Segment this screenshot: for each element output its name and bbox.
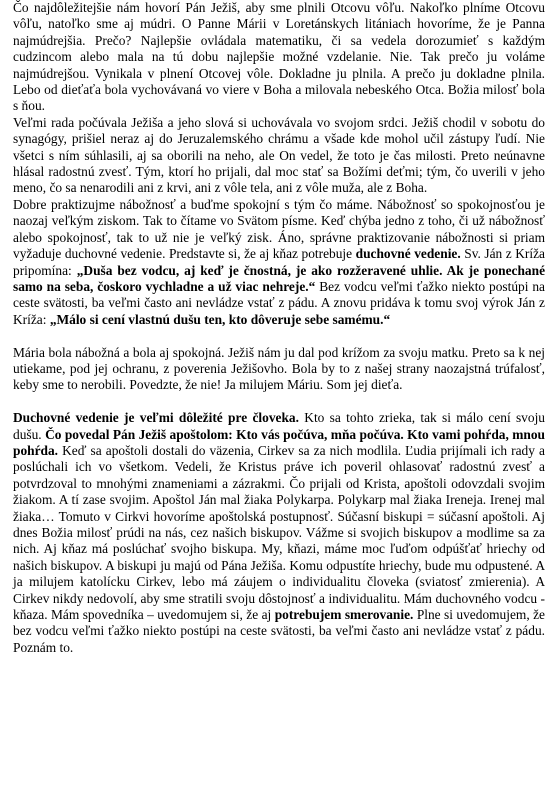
bold-run: Duchovné vedenie je veľmi dôležité pre človeka. [13, 410, 299, 426]
paragraph-piety-guidance [13, 197, 545, 328]
text-run: Sv. Ján z Kríža pripomína: [13, 246, 545, 278]
text-run: Bez vodcu veľmi ťažko niekto postúpi na ceste svätosti, ba veľmi často ani nevládze vstať z pádu. A znovu pridáva k tomu svoj výrok Ján z Kríža: [13, 278, 545, 327]
paragraph-mary-mother: Mária bola nábožná a bola aj spokojná. Ježiš nám ju dal pod krížom za svoju matku. Preto sa k nej utiekame, pod jej ochranu, z poverenia Ježišovho. Bola by to z našej strany naozajstná trúfalosť, keby sme to nerobili. Povedzte, že nie! Ja milujem Máriu. Som jej dieťa. [13, 344, 545, 393]
text-run: Kto sa tohto zrieka, tak si málo cení svoju dušu. [13, 410, 545, 442]
text-run: Dobre praktizujme nábožnosť a buďme spokojní s tým čo máme. Nábožnosť so spokojnosťou je naozaj veľkým ziskom. Tak to čítame vo Svätom písme. Keď chýba jedno z toho, či už nábožnosť alebo spokojnosť, tak to už nie je veľký zisk. Áno, správne praktizovanie nábožnosti si priam vyžaduje duchovné vedenie. Predstavte si, že aj kňaz potrebuje [13, 196, 545, 262]
bold-quote: „Málo si cení vlastnú dušu ten, kto dôveruje sebe samému.“ [49, 311, 391, 327]
paragraph-spiritual-direction [13, 410, 545, 656]
bold-quote: „Duša bez vodcu, aj keď je čnostná, je ako rozžeravené uhlie. Ak je ponechané samo na seba, čoskoro vychladne a už viac nehreje.“ [13, 262, 546, 294]
document-page [13, 0, 545, 656]
text-run: Plne si uvedomujem, že bez vodcu veľmi ťažko niekto postúpi na ceste svätosti, ba veľmi často ani nevládze vstať z pádu. Poznám to. [13, 607, 545, 655]
paragraph-spacer [13, 394, 545, 410]
bold-run: potrebujem smerovanie. [274, 607, 414, 622]
paragraph-spacer [13, 328, 545, 344]
text-run: Keď sa apoštoli dostali do väzenia, Cirkev sa za nich modlila. Ľudia prijímali ich rady a poslúchali ich vo všetkom. Vedeli, že Kristus práve ich poveril ohlasovať radostnú zvesť a potvrdzoval to mnohými znameniami a zázrakmi. Čo prijali od Krista, apoštoli odovzdali svojim žiakom. A tí zase svojim. Apoštol Ján mal žiaka Polykarpa. Polykarp mal žiaka Ireneja. Irenej mal žiaka… Tomuto v Cirkvi hovoríme apoštolská postupnosť. Súčasní biskupi = súčasní apoštoli. Aj dnes Božia milosť prúdi na nás, cez našich biskupov. Vážme si svojich biskupov a modlime sa za nich. Aj kňaz má poslúchať svojho biskupa. My, kňazi, máme moc ľuďom odpúšťať hriechy od našich biskupov. A biskupi ju majú od Pána Ježiša. Komu odpustíte hriechy, bude mu odpustené. A ja milujem katolícku Cirkev, lebo má záujem o individualitu človeka (sviatosť zmierenia). A Cirkev nikdy nedovolí, aby sme stratili svoju dôstojnosť a individualitu. Mám duchovného vodcu - kňaza. Mám spovedníka – uvedomujem si, že aj [13, 442, 545, 622]
bold-run: duchovné vedenie. [355, 246, 461, 262]
paragraph-jesus-teaching: Veľmi rada počúvala Ježiša a jeho slová si uchovávala vo svojom srdci. Ježiš chodil v sobotu do synagógy, prišiel neraz aj do Jeruzalemského chrámu a všade kde mohol učil zástupy ľudí. Nie všetci s ním súhlasili, aj sa oborili na neho, ale On vedel, že toto je čas milosti. Preto neúnavne hlásal radostnú zvesť. Tým, ktorí ho prijali, dal moc stať sa Božími deťmi; tým, čo uverili v jeho meno, čo sa nenarodili ani z krvi, ani z vôle tela, ani z vôle muža, ale z Boha. [13, 114, 545, 196]
bold-quote: Čo povedal Pán Ježiš apoštolom: Kto vás počúva, mňa počúva. Kto vami pohŕda, mnou pohŕda. [13, 426, 546, 458]
paragraph-mary-wisdom: Čo najdôležitejšie nám hovorí Pán Ježiš, aby sme plnili Otcovu vôľu. Nakoľko plníme Otcovu vôľu, natoľko sme aj múdri. O Panne Márii v Loretánskych litániach hovoríme, že je Panna najmúdrejšia. Prečo? Najlepšie ovládala matematiku, či sa vedela dorozumieť s každým cudzincom alebo mala na tú dobu najlepšie možné vzdelanie. Nie. Tak prečo ju voláme najmúdrejšou. Vynikala v plnení Otcovej vôle. Dokladne ju plnila. A prečo ju dokladne plnila. Lebo od dieťaťa bola vychovávaná vo viere v Boha a milovala nebeského Otca. Božia milosť bola s ňou. [13, 0, 545, 114]
